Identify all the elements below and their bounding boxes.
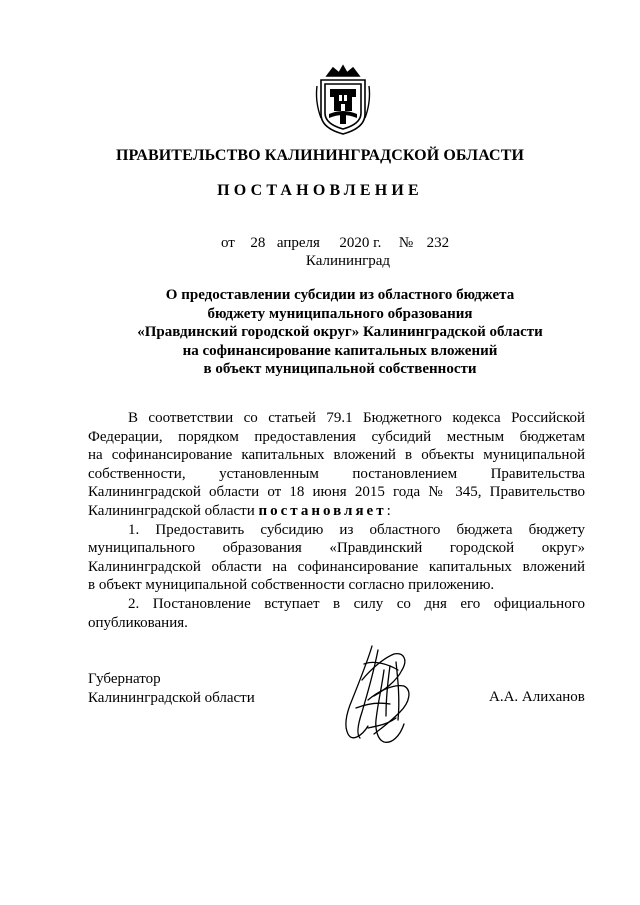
- body-text-suffix: :: [386, 502, 391, 519]
- number-label: №: [398, 235, 414, 251]
- date-month: апреля: [276, 235, 320, 251]
- body-line: на софинансирование капитальных вложений в объекты муниципальной: [88, 447, 585, 464]
- document-body: [88, 409, 585, 632]
- handwritten-signature: [338, 640, 418, 748]
- date-day: 28: [250, 235, 266, 251]
- body-text-prefix: Калининградской области: [88, 502, 259, 519]
- coat-of-arms-icon: [313, 62, 373, 138]
- subject-line: в объект муниципальной собственности: [203, 361, 477, 378]
- signer-name: А.А. Алиханов: [489, 689, 585, 705]
- document-subject: [60, 286, 620, 379]
- date-line: [221, 235, 449, 252]
- body-line: опубликования.: [88, 614, 188, 631]
- subject-line: бюджету муниципального образования: [207, 305, 473, 322]
- body-line: Калининградской области от 18 июня 2015 года № 345, Правительство: [88, 484, 585, 501]
- date-prefix: от: [221, 235, 235, 251]
- city-line: [0, 253, 640, 270]
- body-line: в объект муниципальной собственности согласно приложению.: [88, 577, 495, 594]
- signer-position: Губернатор: [88, 671, 161, 687]
- subject-line: «Правдинский городской округ» Калининградской области: [137, 324, 543, 341]
- resolves-word: постановляет: [258, 502, 387, 519]
- subject-line: на софинансирование капитальных вложений: [182, 342, 498, 359]
- signer-region: Калининградской области: [88, 689, 255, 706]
- body-line-resolves: [88, 502, 585, 521]
- body-line: собственности, установленным постановлением Правительства: [88, 465, 585, 482]
- body-line: 1. Предоставить субсидию из областного бюджета бюджету: [128, 521, 585, 538]
- body-line: Калининградской области на софинансирование капитальных вложений: [88, 558, 585, 575]
- body-line: Федерации, порядком предоставления субсидий местным бюджетам: [88, 428, 585, 445]
- government-title: ПРАВИТЕЛЬСТВО КАЛИНИНГРАДСКОЙ ОБЛАСТИ: [115, 147, 525, 164]
- body-line: муниципального образования «Правдинский городской округ»: [88, 540, 585, 557]
- city: Калининград: [305, 253, 391, 269]
- body-line: 2. Постановление вступает в силу со дня его официального: [128, 595, 585, 612]
- date-year: 2020 г.: [339, 235, 382, 251]
- document-number: 232: [426, 235, 450, 251]
- subject-line: О предоставлении субсидии из областного бюджета: [165, 287, 515, 303]
- document-type: ПОСТАНОВЛЕНИЕ: [217, 182, 423, 199]
- body-line: В соответствии со статьей 79.1 Бюджетного кодекса Российской: [128, 410, 585, 426]
- signer-title: [88, 670, 255, 707]
